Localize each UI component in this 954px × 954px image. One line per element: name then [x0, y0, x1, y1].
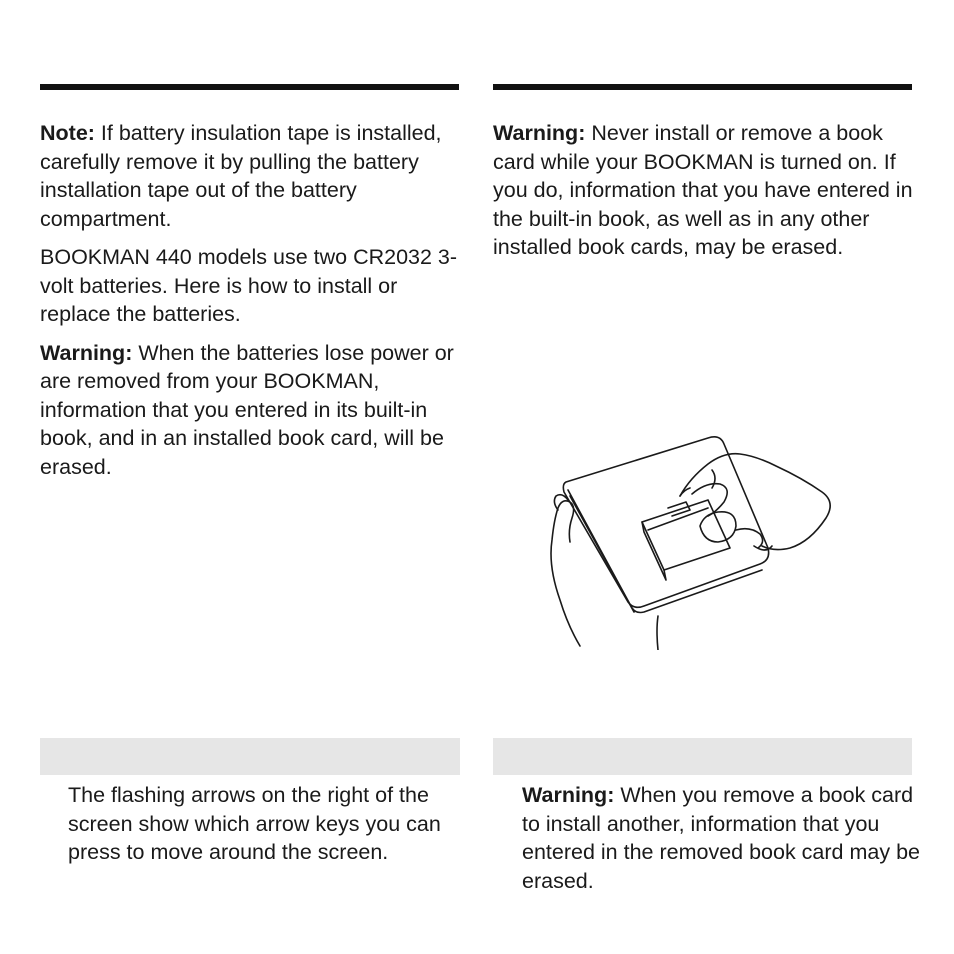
book-card-insertion-illustration	[540, 430, 840, 650]
battery-warning-text: When the batteries lose power or are removed from your BOOKMAN, information that you entered in its built-in book, and in an installed book card, will be erased.	[40, 340, 454, 479]
note-text: If battery insulation tape is installed, carefully remove it by pulling the battery installation tape out of the battery compartment.	[40, 121, 442, 231]
right-shaded-header-bar	[493, 738, 912, 775]
right-top-rule	[493, 84, 912, 90]
remove-card-warning-paragraph	[522, 781, 922, 895]
book-card-warning-paragraph	[493, 119, 915, 262]
remove-card-warning-label: Warning:	[522, 783, 615, 807]
note-label: Note:	[40, 121, 95, 145]
left-column	[40, 119, 462, 491]
left-shaded-header-bar	[40, 738, 460, 775]
right-column	[493, 119, 915, 272]
battery-info-paragraph: BOOKMAN 440 models use two CR2032 3-volt batteries. Here is how to install or replace the batteries.	[40, 245, 458, 326]
bottom-right-column	[522, 781, 922, 905]
remove-card-warning-text: When you remove a book card to install another, information that you entered in the removed book card may be erased.	[522, 783, 920, 893]
arrow-keys-paragraph: The flashing arrows on the right of the screen show which arrow keys you can press to move around the screen.	[68, 783, 441, 864]
bottom-left-column	[68, 781, 450, 877]
note-paragraph	[40, 119, 462, 233]
book-card-warning-text: Never install or remove a book card while your BOOKMAN is turned on. If you do, information that you have entered in the built-in book, as well as in any other installed book cards, may be erased.	[493, 121, 913, 259]
battery-warning-label: Warning:	[40, 340, 133, 365]
book-card-warning-label: Warning:	[493, 121, 586, 145]
battery-warning-paragraph	[40, 339, 462, 482]
left-top-rule	[40, 84, 459, 90]
